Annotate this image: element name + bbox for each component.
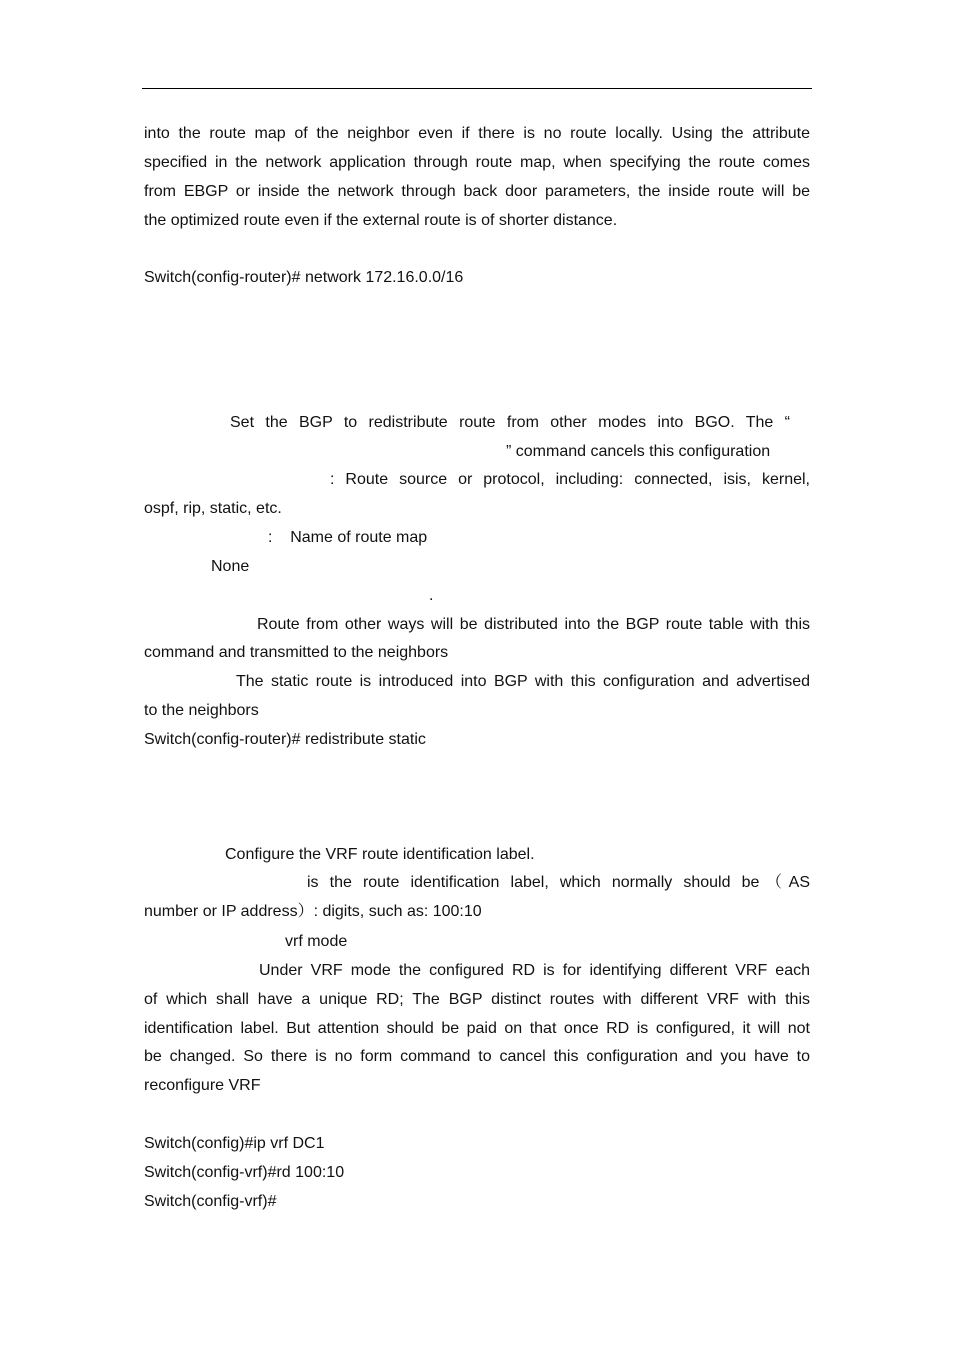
function-text: Configure the VRF route identification label. (225, 846, 535, 863)
example-command: Switch(config-vrf)# (144, 1193, 277, 1210)
guide-text: identification label. But attention should be paid on that once RD is configured, it will not (144, 1020, 810, 1037)
guide-text: be changed. So there is no form command to cancel this configuration and you have to (144, 1048, 810, 1065)
mode-text: . (429, 587, 434, 604)
guide-text: of which shall have a unique RD; The BGP distinct routes with different VRF with this (144, 991, 810, 1008)
body-text-line: from EBGP or inside the network through back door parameters, the inside route will be (144, 183, 810, 200)
body-text-line: into the route map of the neighbor even if there is no route locally. Using the attribute (144, 125, 810, 142)
example-text: The static route is introduced into BGP with this configuration and advertised (236, 673, 810, 690)
function-text: ” command cancels this configuration (506, 443, 771, 460)
example-text: to the neighbors (144, 702, 259, 719)
body-text-line: the optimized route even if the external route is of shorter distance. (144, 212, 618, 229)
example-command: Switch(config)#ip vrf DC1 (144, 1135, 325, 1152)
example-command: Switch(config-vrf)#rd 100:10 (144, 1164, 345, 1181)
guide-text: Under VRF mode the configured RD is for identifying different VRF each (259, 962, 810, 979)
example-command: Switch(config-router)# redistribute static (144, 731, 426, 748)
header-rule (142, 88, 812, 89)
parameter-text: : Route source or protocol, including: connected, isis, kernel, (330, 471, 810, 488)
guide-text: Route from other ways will be distributed into the BGP route table with this (257, 616, 810, 633)
guide-text: reconfigure VRF (144, 1077, 261, 1094)
body-text-line: specified in the network application through route map, when specifying the route comes (144, 154, 810, 171)
mode-text: vrf mode (285, 933, 348, 950)
example-command: Switch(config-router)# network 172.16.0.0/16 (144, 269, 464, 286)
guide-text: command and transmitted to the neighbors (144, 644, 449, 661)
function-text: Set the BGP to redistribute route from other modes into BGO. The “ (230, 414, 790, 431)
parameter-text: is the route identification label, which normally should be（AS (307, 874, 810, 891)
default-text: None (211, 558, 250, 575)
parameter-text: ospf, rip, static, etc. (144, 500, 282, 517)
parameter-text: number or IP address）: digits, such as: 100:10 (144, 903, 482, 920)
parameter-text: : Name of route map (268, 529, 428, 546)
